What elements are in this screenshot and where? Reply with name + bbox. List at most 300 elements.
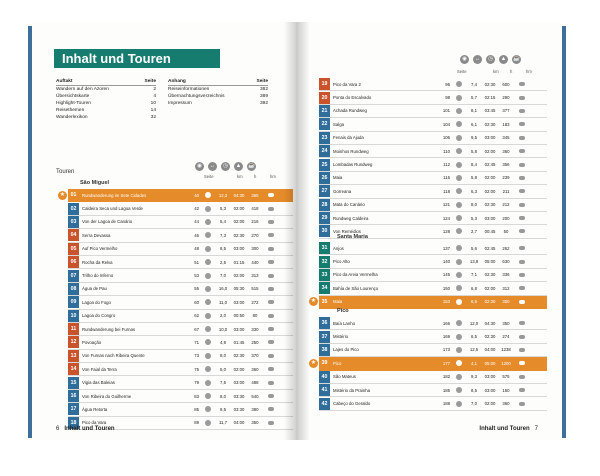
refreshment-icon	[519, 149, 525, 153]
tour-row	[319, 397, 547, 410]
refreshment-icon	[519, 136, 525, 140]
tour-km: 5,8	[471, 175, 477, 181]
tour-name: São Mateus	[333, 374, 356, 380]
tour-km: 12,0	[469, 320, 479, 326]
refreshment-icon	[519, 246, 525, 250]
tour-km: 12,5	[469, 347, 479, 353]
tour-name: Achada Rundweg	[333, 108, 367, 114]
tour-hm: 160	[502, 387, 510, 393]
tour-page: 75	[194, 366, 199, 372]
tour-list	[310, 317, 547, 411]
tour-number: 28	[319, 199, 330, 211]
tour-list	[319, 78, 547, 239]
toc-page: 4	[153, 94, 156, 99]
tour-km: 13,9	[469, 259, 479, 265]
tour-name: Anjos	[333, 245, 344, 251]
tour-page: 48	[194, 246, 199, 252]
tour-name: Von Remédios	[333, 228, 361, 234]
tour-hm: 418	[251, 206, 259, 212]
tour-number: 01	[68, 189, 79, 201]
footer	[56, 426, 115, 432]
tour-page: 44	[194, 219, 199, 225]
tour-hm: 239	[502, 175, 510, 181]
refreshment-icon	[519, 163, 525, 167]
tour-name: Mistério	[333, 334, 349, 340]
difficulty-icon	[456, 320, 462, 326]
difficulty-icon	[456, 95, 462, 101]
tour-hm: 440	[251, 259, 259, 265]
tour-number: 29	[319, 212, 330, 224]
tour-hm: 540	[251, 393, 259, 399]
cafe-icon: ☕	[248, 163, 255, 169]
tour-hm: 600	[502, 81, 510, 87]
tour-row	[68, 310, 293, 323]
tour-name: Ponta do Escalvado	[333, 95, 372, 101]
tour-hm: 360	[502, 148, 510, 154]
tour-km: 5,4	[220, 219, 226, 225]
tour-row	[319, 344, 547, 357]
tour-number: 05	[68, 243, 79, 255]
toc-page: 2	[153, 87, 156, 92]
tour-km: 8,0	[220, 393, 226, 399]
tour-row	[68, 403, 293, 416]
right-page	[297, 22, 562, 440]
column-icons	[460, 55, 525, 64]
tour-name: Rundweg Caldeira	[333, 215, 369, 221]
tour-h: 02:30	[484, 202, 496, 208]
refreshment-icon	[268, 367, 274, 371]
tour-hm: 80	[252, 313, 258, 319]
tour-row	[319, 158, 547, 171]
tour-row	[319, 282, 547, 295]
touren-label: Touren	[56, 169, 75, 175]
tour-number: 17	[68, 403, 79, 415]
tour-hm: 330	[251, 326, 259, 332]
region-heading: Pico	[337, 308, 349, 314]
tour-h: 03:00	[484, 374, 496, 380]
difficulty-icon	[456, 259, 462, 265]
refreshment-icon	[519, 203, 525, 207]
tour-row	[319, 384, 547, 397]
difficulty-icon	[456, 108, 462, 114]
left-page	[32, 22, 297, 440]
tour-km: 8,0	[220, 353, 226, 359]
difficulty-icon	[456, 347, 462, 353]
tour-row	[68, 256, 293, 269]
tour-h: 00:50	[233, 313, 245, 319]
tour-hm: 211	[502, 188, 510, 194]
tour-row	[68, 376, 293, 389]
tour-row	[68, 363, 293, 376]
tour-page: 62	[194, 313, 199, 319]
toc-page: 382	[259, 87, 268, 92]
tour-page: 85	[194, 406, 199, 412]
difficulty-icon	[205, 393, 211, 399]
tour-hm: 50	[503, 228, 509, 234]
tour-page: 112	[443, 162, 450, 168]
time-icon: ◷	[486, 55, 495, 64]
tour-page: 73	[194, 353, 199, 359]
tour-page: 124	[442, 215, 450, 221]
tour-row	[310, 357, 547, 370]
tour-km: 9,3	[471, 374, 477, 380]
tour-row	[319, 317, 547, 330]
tour-number: 12	[68, 336, 79, 348]
refreshment-icon	[519, 176, 525, 180]
tour-h: 04:30	[484, 320, 496, 326]
tour-name: Serra Devassa	[82, 232, 111, 238]
difficulty-icon	[456, 135, 462, 141]
open-book	[32, 22, 562, 440]
tour-hm: 1200	[501, 360, 511, 366]
tour-page: 101	[442, 108, 450, 114]
toc-entry: Impressum	[168, 101, 192, 106]
tour-h: 02:00	[233, 206, 245, 212]
refreshment-icon	[519, 361, 525, 365]
tour-h: 02:30	[484, 299, 496, 305]
tour-row	[319, 255, 547, 268]
difficulty-icon	[205, 366, 211, 372]
tour-page: 104	[442, 121, 450, 127]
tour-page: 185	[442, 387, 450, 393]
toc-page: 10	[150, 101, 156, 106]
tour-h: 01:15	[233, 259, 245, 265]
tour-h: 02:30	[484, 81, 496, 87]
tour-hm: 488	[251, 380, 259, 386]
refreshment-icon	[268, 407, 274, 411]
tour-row	[68, 202, 293, 215]
difficulty-icon	[205, 406, 211, 412]
tour-page: 182	[442, 374, 450, 380]
tour-number: 18	[68, 417, 79, 429]
tour-number: 19	[319, 78, 330, 90]
difficulty-icon	[205, 299, 211, 305]
toc-line	[56, 78, 156, 86]
tour-h: 02:00	[484, 175, 496, 181]
tour-page: 71	[194, 339, 199, 345]
toc-page: 32	[150, 115, 156, 120]
refreshment-icon	[519, 229, 525, 233]
difficulty-icon	[456, 401, 462, 407]
tour-km: 2,0	[220, 313, 226, 319]
tour-row	[319, 199, 547, 212]
toc-entry: Reiseinformationen	[168, 87, 210, 92]
tour-number: 24	[319, 145, 330, 157]
tour-row	[68, 296, 293, 309]
page-number: 7	[534, 426, 538, 432]
tour-h: 03:30	[233, 393, 245, 399]
tour-km: 8,5	[471, 387, 477, 393]
tour-number: 06	[68, 256, 79, 268]
tour-hm: 274	[502, 334, 510, 340]
toc-line	[168, 100, 268, 107]
tour-h: 03:00	[233, 246, 245, 252]
tour-page: 55	[194, 286, 199, 292]
tour-h: 01:45	[233, 339, 245, 345]
tour-number: 25	[319, 159, 330, 171]
tour-h: 04:00	[484, 347, 496, 353]
difficulty-icon	[205, 420, 211, 426]
difficulty-icon	[205, 246, 211, 252]
tour-name: Pico Alto	[333, 259, 350, 265]
tour-page: 60	[194, 299, 199, 305]
tour-name: Von Faial da Terra	[82, 366, 117, 372]
tour-number: 04	[68, 229, 79, 241]
difficulty-icon	[456, 162, 462, 168]
refreshment-icon	[268, 247, 274, 251]
tour-number: 02	[68, 203, 79, 215]
difficulty-icon	[456, 202, 462, 208]
tour-hm: 262	[502, 245, 510, 251]
tour-hm: 360	[251, 366, 259, 372]
page-title: Inhalt und Touren	[54, 49, 220, 68]
difficulty-icon	[205, 192, 211, 198]
refreshment-icon	[519, 321, 525, 325]
toc-entry: Reisethemen	[56, 108, 85, 113]
tour-page: 188	[442, 401, 450, 407]
tour-name: Povoação	[82, 339, 102, 345]
tour-number: 16	[68, 390, 79, 402]
tour-number: 34	[319, 282, 330, 294]
difficulty-icon	[456, 175, 462, 181]
tour-km: 7,4	[471, 81, 477, 87]
tour-name: Vigia das Baleias	[82, 380, 115, 386]
refreshment-icon	[268, 394, 274, 398]
tour-number: 40	[319, 371, 330, 383]
difficulty-icon	[456, 334, 462, 340]
refreshment-icon	[519, 96, 525, 100]
tour-number: 32	[319, 256, 330, 268]
tour-row	[319, 172, 547, 185]
tour-name: Mata do Canário	[333, 202, 365, 208]
tour-row	[319, 330, 547, 343]
tour-km: 12,3	[218, 192, 228, 198]
tour-row	[68, 269, 293, 282]
tour-hm: 312	[502, 285, 510, 291]
tour-h: 03:00	[233, 380, 245, 386]
refreshment-icon	[519, 300, 525, 304]
tour-km: 7,5	[220, 380, 226, 386]
tour-page: 118	[443, 188, 450, 194]
difficulty-icon	[205, 326, 211, 332]
tour-number: 20	[319, 92, 330, 104]
tour-number: 13	[68, 350, 79, 362]
tour-km: 16,0	[218, 286, 228, 292]
refreshment-icon	[519, 388, 525, 392]
toc-line	[56, 114, 156, 121]
tour-h: 02:45	[484, 245, 496, 251]
tour-hm: 270	[251, 232, 259, 238]
tour-name: Cabeço do Geraldo	[333, 401, 371, 407]
toc-entry: Wanderlexikon	[56, 115, 88, 120]
tour-km: 5,7	[471, 95, 477, 101]
tour-hm: 575	[502, 374, 510, 380]
toc-page: Seite	[256, 79, 268, 84]
toc-entry: Auftakt	[56, 79, 73, 84]
toc-entry: Übersichtskarte	[56, 94, 90, 99]
tour-h: 02:30	[484, 334, 496, 340]
toc-page: 389	[259, 94, 268, 99]
tour-h: 05:00	[484, 360, 496, 366]
toc-line	[168, 78, 268, 86]
tour-number: 31	[319, 242, 330, 254]
tour-row	[319, 91, 547, 104]
tour-row	[68, 283, 293, 296]
refreshment-icon	[519, 122, 525, 126]
toc-page: Seite	[144, 79, 156, 84]
difficulty-icon	[205, 286, 211, 292]
highlight-star-icon: ★	[310, 359, 317, 366]
time-icon: ◷	[221, 162, 230, 171]
tour-h: 05:30	[233, 286, 245, 292]
tour-page: 116	[443, 175, 450, 181]
tour-name: Caldeira Seca und Lagoa Verde	[82, 206, 143, 212]
difficulty-icon	[456, 374, 462, 380]
tour-page: 106	[442, 135, 450, 141]
tour-number: 39	[319, 357, 330, 369]
difficulty-icon	[205, 380, 211, 386]
tour-h: 00:45	[484, 228, 496, 234]
difficulty-icon	[205, 219, 211, 225]
tour-row	[68, 390, 293, 403]
tour-row	[319, 78, 547, 91]
refreshment-icon	[519, 375, 525, 379]
tour-row	[68, 229, 293, 242]
tour-h: 03:00	[233, 326, 245, 332]
difficulty-icon	[456, 228, 462, 234]
tour-number: 35	[319, 296, 330, 308]
tour-hm: 377	[502, 108, 510, 114]
col-head-km: km	[237, 174, 243, 179]
tour-km: 11,0	[218, 299, 228, 305]
tour-row	[319, 212, 547, 225]
refreshment-icon	[268, 260, 274, 264]
tour-h: 02:30	[233, 353, 245, 359]
tour-km: 6,5	[471, 299, 477, 305]
tour-km: 8,1	[471, 108, 477, 114]
tour-km: 4,9	[220, 339, 226, 345]
tour-km: 6,3	[471, 188, 477, 194]
tour-row	[59, 189, 293, 202]
tour-row	[319, 118, 547, 131]
tour-number: 14	[68, 363, 79, 375]
refreshment-icon	[268, 287, 274, 291]
refreshment-icon	[519, 82, 525, 86]
difficulty-icon	[456, 387, 462, 393]
refreshment-icon	[519, 189, 525, 193]
refreshment-icon	[268, 340, 274, 344]
difficulty-icon	[205, 206, 211, 212]
tour-km: 2,7	[471, 228, 477, 234]
tour-h: 02:00	[484, 188, 496, 194]
tour-km: 2,5	[220, 259, 226, 265]
tour-name: Trilho do Inferno	[82, 273, 114, 279]
tour-h: 04:00	[233, 420, 245, 426]
toc-entry: Wandern auf den Azoren	[56, 87, 109, 92]
tour-h: 02:00	[233, 273, 245, 279]
tour-hm: 200	[502, 215, 510, 221]
tour-h: 02:30	[484, 121, 496, 127]
location-icon: ◉	[195, 162, 204, 171]
tour-km: 5,3	[220, 206, 226, 212]
tour-hm: 183	[502, 121, 510, 127]
tour-km: 7,0	[220, 273, 226, 279]
difficulty-icon	[456, 81, 462, 87]
tour-name: Auf Pico Vermelho	[82, 246, 118, 252]
tour-page: 83	[194, 393, 199, 399]
col-head-h: h	[254, 174, 257, 179]
tour-km: 9,5	[471, 135, 477, 141]
tour-number: 33	[319, 269, 330, 281]
tour-km: 9,5	[220, 406, 226, 412]
tour-km: 6,5	[471, 334, 477, 340]
tour-name: Salga	[333, 121, 344, 127]
tour-h: 03:00	[484, 387, 496, 393]
refreshment-icon	[519, 335, 525, 339]
col-head-km: km	[493, 69, 499, 74]
tour-name: Maia	[333, 175, 343, 181]
tour-km: 5,6	[471, 245, 477, 251]
difficulty-icon	[205, 353, 211, 359]
tour-km: 6,1	[471, 121, 477, 127]
tour-km: 10,0	[218, 326, 228, 332]
toc-entry: Übernachtungsverzeichnis	[168, 94, 225, 99]
tour-name: Maia	[333, 299, 343, 305]
refreshment-icon	[268, 220, 274, 224]
tour-hm: 1238	[501, 347, 511, 353]
tour-hm: 250	[251, 339, 259, 345]
tour-name: Pico da Areia Vermelha	[333, 272, 378, 278]
tour-hm: 350	[251, 420, 259, 426]
tour-hm: 630	[502, 259, 510, 265]
tour-hm: 300	[251, 246, 259, 252]
tour-row	[319, 132, 547, 145]
tour-name: Lombadas Rundweg	[333, 162, 373, 168]
tour-km: 5,3	[471, 215, 477, 221]
tour-number: 36	[319, 317, 330, 329]
distance-icon: ↔	[474, 56, 481, 62]
tour-number: 37	[319, 331, 330, 343]
tour-page: 121	[442, 202, 450, 208]
tour-page: 137	[442, 245, 450, 251]
tour-km: 7,3	[220, 232, 226, 238]
tour-km: 8,4	[471, 162, 477, 168]
distance-icon: ↔	[209, 163, 216, 169]
tour-h: 03:00	[484, 135, 496, 141]
tour-hm: 380	[251, 406, 259, 412]
tour-row	[68, 216, 293, 229]
tour-name: Fenais da Ajuda	[333, 135, 364, 141]
tour-number: 07	[68, 270, 79, 282]
tour-name: Von der Lagoa de Canário	[82, 219, 133, 225]
tour-km: 7,1	[471, 272, 477, 278]
tour-name: Lajes do Pico	[333, 347, 359, 353]
tour-list	[310, 242, 547, 309]
tour-page: 40	[194, 192, 199, 198]
difficulty-icon	[456, 148, 462, 154]
tour-number: 09	[68, 296, 79, 308]
toc-line	[168, 86, 268, 93]
refreshment-icon	[519, 402, 525, 406]
toc-entry: Anhang	[168, 79, 186, 84]
tour-h: 02:45	[484, 162, 496, 168]
tour-name: Von Furnas nach Ribeira Quente	[82, 353, 145, 359]
tour-h: 02:30	[233, 232, 245, 238]
refreshment-icon	[268, 354, 274, 358]
tour-page: 177	[442, 360, 450, 366]
col-head-h: h	[510, 69, 513, 74]
tour-page: 67	[194, 326, 199, 332]
